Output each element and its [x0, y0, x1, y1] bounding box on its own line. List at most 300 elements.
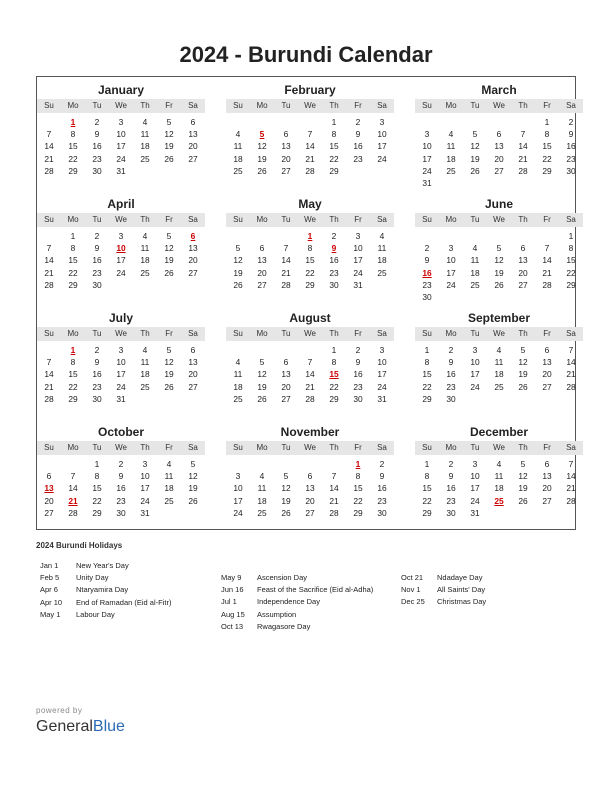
day-cell: 8 — [568, 243, 574, 254]
month-name: August — [289, 311, 331, 325]
day-cell: 18 — [377, 255, 387, 266]
day-cell: 29 — [353, 507, 363, 518]
weekday-header: Su — [44, 443, 54, 452]
weekday-header: Tu — [470, 215, 480, 224]
day-cell: 9 — [94, 357, 100, 368]
weekday-header: Fr — [543, 443, 551, 452]
day-cell: 20 — [494, 153, 504, 164]
empty-day-cell — [226, 230, 250, 242]
day-cell: 16 — [353, 141, 363, 152]
day-cell: 26 — [164, 381, 174, 392]
day-cell: 9 — [355, 129, 361, 140]
holiday-day-cell: 13 — [44, 483, 54, 494]
day-cell: 28 — [329, 507, 339, 518]
day-cell: 2 — [355, 117, 361, 127]
day-cell: 12 — [164, 243, 174, 254]
day-cell: 1 — [424, 345, 430, 355]
weekday-header-row — [415, 213, 583, 227]
weekday-header: Th — [140, 329, 150, 338]
weekday-header-row — [415, 327, 583, 341]
day-cell: 27 — [518, 279, 528, 290]
day-cell: 17 — [116, 141, 126, 152]
empty-day-cell — [250, 344, 274, 356]
day-cell: 2 — [94, 231, 100, 241]
day-cell: 4 — [472, 243, 478, 254]
day-cell: 11 — [164, 471, 174, 482]
day-cell: 9 — [448, 471, 454, 482]
day-cell: 13 — [542, 471, 552, 482]
weekday-header-row — [415, 441, 583, 455]
weekday-header: Su — [422, 101, 432, 110]
day-cell: 24 — [116, 267, 126, 278]
empty-day-cell — [487, 116, 511, 128]
weekday-header: Tu — [92, 101, 102, 110]
day-cell: 23 — [116, 495, 126, 506]
day-cell: 20 — [188, 255, 198, 266]
day-cell: 7 — [46, 243, 52, 254]
day-cell: 23 — [377, 495, 387, 506]
holiday-item — [221, 609, 401, 621]
day-cell: 20 — [542, 369, 552, 380]
weekday-header: Tu — [92, 443, 102, 452]
day-cell: 15 — [68, 369, 78, 380]
day-cell: 16 — [329, 255, 339, 266]
month-name: April — [107, 197, 135, 211]
day-cell: 25 — [164, 495, 174, 506]
month-september — [415, 310, 583, 405]
holiday-item — [401, 596, 581, 608]
day-cell: 2 — [448, 459, 454, 469]
weekday-header: Sa — [377, 215, 387, 224]
weekday-header: Fr — [165, 329, 173, 338]
holiday-day-cell: 25 — [494, 495, 504, 506]
day-cell: 3 — [379, 117, 385, 127]
day-cell: 18 — [494, 483, 504, 494]
day-cell: 25 — [233, 393, 243, 404]
day-cell: 21 — [44, 381, 54, 392]
day-cell: 22 — [566, 267, 576, 278]
day-cell: 24 — [470, 495, 480, 506]
weekday-header: Mo — [67, 215, 79, 224]
month-name: March — [481, 83, 517, 97]
weekday-header: Tu — [281, 215, 291, 224]
day-cell: 2 — [355, 345, 361, 355]
day-cell: 18 — [140, 255, 150, 266]
day-cell: 20 — [188, 141, 198, 152]
day-cell: 15 — [542, 141, 552, 152]
day-cell: 19 — [164, 255, 174, 266]
day-cell: 11 — [140, 243, 150, 254]
empty-day-cell — [298, 458, 322, 470]
day-cell: 31 — [116, 393, 126, 404]
day-cell: 19 — [164, 369, 174, 380]
holiday-item — [221, 596, 401, 608]
holiday-date: Apr 10 — [40, 597, 63, 607]
day-cell: 25 — [140, 267, 150, 278]
holiday-list-column — [401, 572, 581, 609]
day-cell: 27 — [542, 381, 552, 392]
day-cell: 17 — [116, 369, 126, 380]
day-cell: 4 — [496, 345, 502, 355]
day-cell: 29 — [68, 165, 78, 176]
day-cell: 27 — [44, 507, 54, 518]
day-cell: 9 — [568, 129, 574, 140]
weekday-header: Tu — [470, 443, 480, 452]
weekday-header: Th — [518, 329, 528, 338]
holiday-item — [221, 584, 401, 596]
weekday-header: Tu — [281, 443, 291, 452]
weekday-header: Mo — [256, 101, 268, 110]
weekday-header: We — [493, 443, 505, 452]
day-cell: 17 — [377, 141, 387, 152]
day-cell: 11 — [494, 471, 504, 482]
day-cell: 8 — [424, 357, 430, 368]
holiday-item — [40, 597, 220, 609]
weekday-header: Sa — [188, 101, 198, 110]
empty-day-cell — [322, 458, 346, 470]
day-cell: 22 — [329, 153, 339, 164]
day-cell: 3 — [472, 345, 478, 355]
day-cell: 17 — [353, 255, 363, 266]
weekday-header: Th — [518, 443, 528, 452]
weekday-header: Tu — [92, 329, 102, 338]
day-cell: 1 — [568, 231, 574, 241]
day-cell: 30 — [566, 165, 576, 176]
day-cell: 23 — [329, 267, 339, 278]
day-cell: 30 — [377, 507, 387, 518]
day-cell: 13 — [305, 483, 315, 494]
day-cell: 9 — [355, 357, 361, 368]
day-cell: 14 — [566, 471, 576, 482]
weekday-header: Tu — [281, 329, 291, 338]
day-cell: 28 — [44, 165, 54, 176]
empty-day-cell — [250, 116, 274, 128]
day-cell: 21 — [329, 495, 339, 506]
day-cell: 28 — [518, 165, 528, 176]
holiday-name: Ndadaye Day — [437, 573, 483, 582]
day-cell: 3 — [379, 345, 385, 355]
holiday-name: Unity Day — [76, 573, 109, 583]
month-march — [415, 82, 583, 189]
day-cell: 16 — [92, 369, 102, 380]
weekday-header-row — [226, 441, 394, 455]
day-cell: 5 — [166, 345, 172, 355]
day-cell: 3 — [118, 117, 124, 127]
weekday-header: Su — [233, 443, 243, 452]
day-cell: 8 — [331, 129, 337, 140]
day-cell: 3 — [355, 231, 361, 241]
empty-day-cell — [274, 458, 298, 470]
day-cell: 17 — [233, 495, 243, 506]
day-cell: 23 — [92, 153, 102, 164]
holiday-date: May 9 — [221, 573, 242, 582]
day-cell: 24 — [422, 165, 432, 176]
day-cell: 1 — [94, 459, 100, 469]
day-cell: 13 — [494, 141, 504, 152]
day-cell: 29 — [305, 279, 315, 290]
day-cell: 1 — [331, 117, 337, 127]
day-cell: 29 — [329, 393, 339, 404]
holiday-name: End of Ramadan (Eid al-Fitr) — [76, 597, 172, 607]
day-cell: 9 — [118, 471, 124, 482]
month-january — [37, 82, 205, 177]
day-cell: 4 — [166, 459, 172, 469]
day-cell: 20 — [257, 267, 267, 278]
empty-day-cell — [250, 230, 274, 242]
holiday-date: Oct 13 — [221, 621, 244, 631]
day-cell: 2 — [379, 459, 385, 469]
day-cell: 12 — [257, 141, 267, 152]
weekday-header-row — [226, 327, 394, 341]
day-cell: 9 — [448, 357, 454, 368]
powered-by-text: powered by — [36, 706, 83, 715]
day-cell: 15 — [353, 483, 363, 494]
day-cell: 14 — [566, 357, 576, 368]
day-cell: 21 — [44, 153, 54, 164]
day-cell: 7 — [70, 471, 76, 482]
day-cell: 6 — [496, 129, 502, 140]
day-cell: 22 — [68, 267, 78, 278]
day-cell: 1 — [424, 459, 430, 469]
day-cell: 26 — [233, 279, 243, 290]
day-cell: 7 — [46, 129, 52, 140]
weekday-header: Fr — [165, 215, 173, 224]
day-cell: 5 — [472, 129, 478, 140]
day-cell: 25 — [377, 267, 387, 278]
day-cell: 20 — [281, 153, 291, 164]
month-name: January — [97, 83, 145, 97]
holiday-name: New Year's Day — [76, 561, 129, 570]
holiday-item — [401, 584, 581, 596]
holiday-day-cell: 1 — [70, 117, 76, 127]
day-cell: 12 — [470, 141, 480, 152]
day-cell: 11 — [257, 483, 267, 494]
day-cell: 26 — [518, 381, 528, 392]
day-cell: 10 — [422, 141, 432, 152]
day-cell: 8 — [94, 471, 100, 482]
day-cell: 7 — [46, 357, 52, 368]
weekday-header: Th — [140, 101, 150, 110]
day-cell: 11 — [377, 243, 387, 254]
empty-day-cell — [487, 230, 511, 242]
day-cell: 5 — [283, 471, 289, 482]
day-cell: 3 — [142, 459, 148, 469]
day-cell: 8 — [544, 129, 550, 140]
day-cell: 17 — [377, 369, 387, 380]
day-cell: 6 — [190, 345, 196, 355]
weekday-header: Fr — [354, 443, 362, 452]
day-cell: 27 — [257, 279, 267, 290]
day-cell: 2 — [94, 345, 100, 355]
day-cell: 6 — [190, 117, 196, 127]
weekday-header: Fr — [165, 101, 173, 110]
weekday-header: We — [304, 443, 316, 452]
day-cell: 19 — [188, 483, 198, 494]
day-cell: 11 — [233, 369, 243, 380]
weekday-header: We — [304, 329, 316, 338]
day-cell: 10 — [233, 483, 243, 494]
weekday-header: Th — [140, 443, 150, 452]
weekday-header: Th — [329, 443, 339, 452]
day-cell: 10 — [470, 357, 480, 368]
holiday-list-column — [221, 572, 401, 633]
weekday-header: Sa — [188, 329, 198, 338]
weekday-header: Th — [518, 215, 528, 224]
day-cell: 6 — [283, 129, 289, 140]
holiday-name: Assumption — [257, 609, 297, 619]
day-cell: 17 — [140, 483, 150, 494]
weekday-header: We — [304, 101, 316, 110]
day-cell: 29 — [542, 165, 552, 176]
day-cell: 29 — [566, 279, 576, 290]
holiday-name: Labour Day — [76, 609, 115, 619]
day-cell: 27 — [305, 507, 315, 518]
month-july — [37, 310, 205, 405]
day-cell: 18 — [233, 381, 243, 392]
holiday-date: Nov 1 — [401, 585, 421, 595]
day-cell: 14 — [518, 141, 528, 152]
day-cell: 6 — [283, 357, 289, 368]
weekday-header: Fr — [354, 215, 362, 224]
weekday-header: Mo — [445, 101, 457, 110]
holiday-item — [40, 560, 220, 572]
month-february — [226, 82, 394, 177]
day-cell: 22 — [329, 381, 339, 392]
empty-day-cell — [274, 344, 298, 356]
empty-day-cell — [37, 344, 61, 356]
brand-logo[interactable] — [36, 718, 125, 736]
holiday-name: Ascension Day — [257, 573, 308, 582]
holiday-date: Feb 5 — [40, 573, 60, 583]
day-cell: 5 — [235, 243, 241, 254]
weekday-header: Su — [422, 443, 432, 452]
weekday-header-row — [37, 99, 205, 113]
holiday-day-cell: 1 — [355, 459, 361, 469]
day-cell: 5 — [166, 117, 172, 127]
month-june — [415, 196, 583, 303]
empty-day-cell — [511, 116, 535, 128]
day-cell: 14 — [281, 255, 291, 266]
day-cell: 31 — [140, 507, 150, 518]
day-cell: 29 — [329, 165, 339, 176]
day-cell: 30 — [92, 393, 102, 404]
month-name: November — [280, 425, 340, 439]
day-cell: 15 — [305, 255, 315, 266]
day-cell: 18 — [140, 141, 150, 152]
month-october — [37, 424, 205, 519]
weekday-header: Su — [44, 215, 54, 224]
month-august — [226, 310, 394, 405]
day-cell: 26 — [257, 165, 267, 176]
weekday-header: Su — [44, 329, 54, 338]
empty-day-cell — [463, 116, 487, 128]
day-cell: 7 — [307, 129, 313, 140]
weekday-header: Fr — [165, 443, 173, 452]
day-cell: 19 — [164, 141, 174, 152]
day-cell: 10 — [470, 471, 480, 482]
day-cell: 3 — [235, 471, 241, 482]
day-cell: 30 — [329, 279, 339, 290]
weekday-header-row — [37, 327, 205, 341]
weekday-header: We — [493, 215, 505, 224]
day-cell: 5 — [190, 459, 196, 469]
weekday-header: Mo — [256, 329, 268, 338]
holiday-day-cell: 1 — [307, 231, 313, 241]
weekday-header: Sa — [377, 329, 387, 338]
weekday-header: Mo — [256, 215, 268, 224]
day-cell: 20 — [305, 495, 315, 506]
day-cell: 14 — [44, 141, 54, 152]
empty-day-cell — [463, 230, 487, 242]
day-cell: 6 — [520, 243, 526, 254]
holiday-name: Independence Day — [257, 597, 320, 607]
weekday-header: We — [115, 443, 127, 452]
day-cell: 26 — [257, 393, 267, 404]
month-name: June — [484, 197, 513, 211]
holiday-date: May 1 — [40, 609, 61, 619]
day-cell: 26 — [281, 507, 291, 518]
day-cell: 28 — [566, 381, 576, 392]
day-cell: 6 — [46, 471, 52, 482]
page-title: 2024 - Burundi Calendar — [179, 42, 433, 67]
weekday-header: Su — [233, 101, 243, 110]
day-cell: 19 — [257, 153, 267, 164]
day-cell: 17 — [470, 483, 480, 494]
day-cell: 16 — [116, 483, 126, 494]
day-cell: 22 — [422, 495, 432, 506]
day-cell: 12 — [281, 483, 291, 494]
day-cell: 30 — [422, 291, 432, 302]
holiday-date: Oct 21 — [401, 573, 424, 582]
weekday-header: Sa — [566, 329, 576, 338]
holiday-item — [40, 584, 220, 596]
day-cell: 23 — [353, 381, 363, 392]
weekday-header: Tu — [470, 329, 480, 338]
empty-day-cell — [439, 116, 463, 128]
day-cell: 18 — [164, 483, 174, 494]
weekday-header: Fr — [354, 101, 362, 110]
day-cell: 12 — [164, 129, 174, 140]
month-may — [226, 196, 394, 291]
day-cell: 25 — [140, 153, 150, 164]
day-cell: 7 — [307, 357, 313, 368]
day-cell: 16 — [92, 141, 102, 152]
day-cell: 7 — [568, 459, 574, 469]
day-cell: 26 — [188, 495, 198, 506]
day-cell: 27 — [188, 267, 198, 278]
weekday-header-row — [415, 99, 583, 113]
day-cell: 2 — [331, 231, 337, 241]
day-cell: 29 — [68, 279, 78, 290]
day-cell: 21 — [44, 267, 54, 278]
holiday-day-cell: 15 — [329, 369, 339, 380]
day-cell: 8 — [424, 471, 430, 482]
day-cell: 15 — [92, 483, 102, 494]
weekday-header: Th — [329, 215, 339, 224]
day-grid — [415, 230, 583, 303]
weekday-header-row — [37, 441, 205, 455]
weekday-header: Mo — [67, 443, 79, 452]
day-cell: 14 — [305, 141, 315, 152]
holiday-name: Christmas Day — [437, 597, 487, 607]
day-cell: 30 — [92, 279, 102, 290]
day-cell: 8 — [355, 471, 361, 482]
day-cell: 4 — [142, 345, 148, 355]
weekday-header-row — [37, 213, 205, 227]
day-cell: 8 — [331, 357, 337, 368]
day-cell: 23 — [566, 153, 576, 164]
day-cell: 14 — [542, 255, 552, 266]
